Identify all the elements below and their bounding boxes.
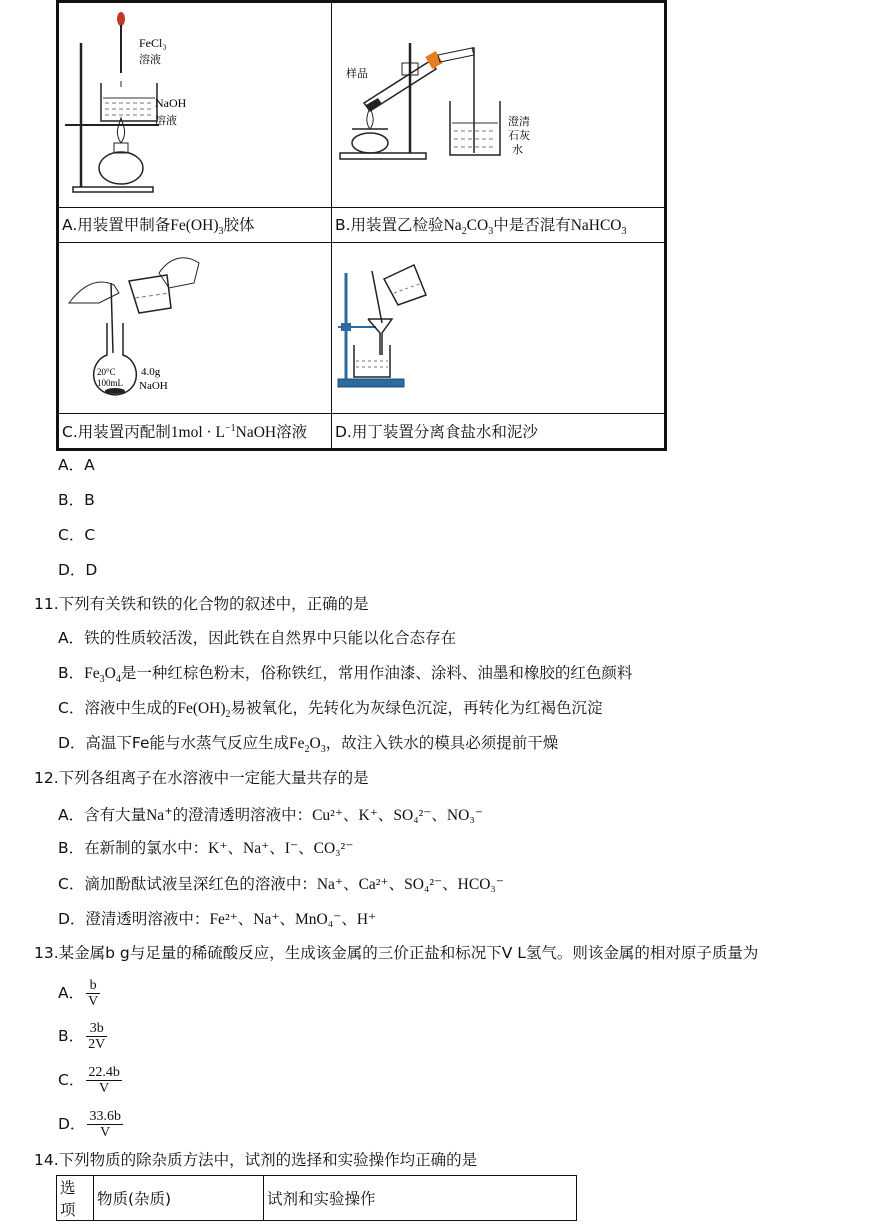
label-naoh-solution: 溶液	[155, 114, 177, 127]
label-mass: 4.0g	[141, 366, 161, 378]
caption-c: C.用装置丙配制$1mol \cdot L^{-1}NaOH$溶液	[58, 414, 332, 450]
q14-header-option: 选项	[57, 1176, 94, 1221]
q10-option-c[interactable]: C．C	[58, 526, 96, 544]
q11-option-b[interactable]: B．$Fe_3O_4$是一种红棕色粉末，俗称铁红，常用作油漆、涂料、油墨和橡胶的红色颜料	[58, 664, 633, 686]
q13-option-b[interactable]: B． $\frac{3b}{2V}$	[58, 1021, 106, 1052]
label-lime-1: 澄清	[508, 115, 530, 128]
q10-option-a[interactable]: A．A	[58, 456, 95, 474]
apparatus-b-figure	[332, 2, 666, 208]
q12-option-b[interactable]: B．在新制的氯水中：K⁺、Na⁺、I⁻、CO₃²⁻	[58, 839, 354, 857]
q10-option-b[interactable]: B．B	[58, 491, 95, 509]
q11-stem: 11.下列有关铁和铁的化合物的叙述中，正确的是	[34, 595, 369, 613]
apparatus-b-drawing	[332, 3, 664, 203]
apparatus-a-figure	[58, 2, 332, 208]
apparatus-c-figure	[58, 243, 332, 414]
label-temp: 20°C	[97, 367, 116, 377]
q12-stem: 12.下列各组离子在水溶液中一定能大量共存的是	[34, 769, 369, 787]
label-fecl3-solution: 溶液	[139, 53, 161, 66]
q14-header-substance: 物质(杂质)	[94, 1176, 264, 1221]
q13-option-d[interactable]: D． $\frac{33.6b}{V}$	[58, 1109, 121, 1140]
caption-b: B.用装置乙检验$Na_2CO_3$中是否混有NaHCO$_3$	[332, 208, 666, 243]
label-fecl3: FeCl₃	[139, 36, 167, 50]
label-naoh-solid: NaOH	[139, 380, 168, 392]
q12-option-c[interactable]: C．滴加酚酞试液呈深红色的溶液中：Na⁺、Ca²⁺、SO₄²⁻、HCO₃⁻	[58, 875, 504, 893]
q10-option-d[interactable]: D．D	[58, 561, 98, 579]
apparatus-table	[56, 0, 667, 451]
q14-stem: 14.下列物质的除杂质方法中，试剂的选择和实验操作均正确的是	[34, 1151, 478, 1169]
q12-option-d[interactable]: D．澄清透明溶液中：Fe²⁺、Na⁺、MnO₄⁻、H⁺	[58, 910, 377, 928]
q13-option-a[interactable]: A． $\frac{b}{V}$	[58, 978, 99, 1009]
label-naoh: NaOH	[155, 96, 187, 110]
label-volume: 100mL	[97, 378, 123, 388]
label-lime-3: 水	[512, 143, 523, 156]
apparatus-d-figure	[332, 243, 666, 414]
q12-option-a[interactable]: A．含有大量Na+的澄清透明溶液中：Cu²⁺、K⁺、SO₄²⁻、NO₃⁻	[58, 806, 483, 825]
apparatus-c-drawing	[59, 243, 331, 409]
q14-header-reagent: 试剂和实验操作	[264, 1176, 577, 1221]
label-lime-2: 石灰	[508, 129, 530, 142]
apparatus-a-drawing	[59, 3, 331, 203]
q13-stem: 13.某金属b g与足量的稀硫酸反应，生成该金属的三价正盐和标况下V L氢气。则该金属的相对原子质量为	[34, 944, 759, 962]
q11-option-c[interactable]: C．溶液中生成的$Fe(OH)_2$易被氧化，先转化为灰绿色沉淀，再转化为红褐色沉淀	[58, 699, 603, 721]
q11-option-a[interactable]: A．铁的性质较活泼，因此铁在自然界中只能以化合态存在	[58, 629, 457, 647]
label-sample: 样品	[346, 67, 368, 80]
caption-d: D.用丁装置分离食盐水和泥沙	[332, 414, 666, 450]
q11-option-d[interactable]: D．高温下Fe能与水蒸气反应生成$Fe_2O_3$，故注入铁水的模具必须提前干燥	[58, 734, 559, 756]
caption-a: A.用装置甲制备$Fe(OH)_3$胶体	[58, 208, 332, 243]
q14-table	[56, 1175, 577, 1221]
apparatus-d-drawing	[332, 243, 664, 409]
q13-option-c[interactable]: C． $\frac{22.4b}{V}$	[58, 1065, 120, 1096]
